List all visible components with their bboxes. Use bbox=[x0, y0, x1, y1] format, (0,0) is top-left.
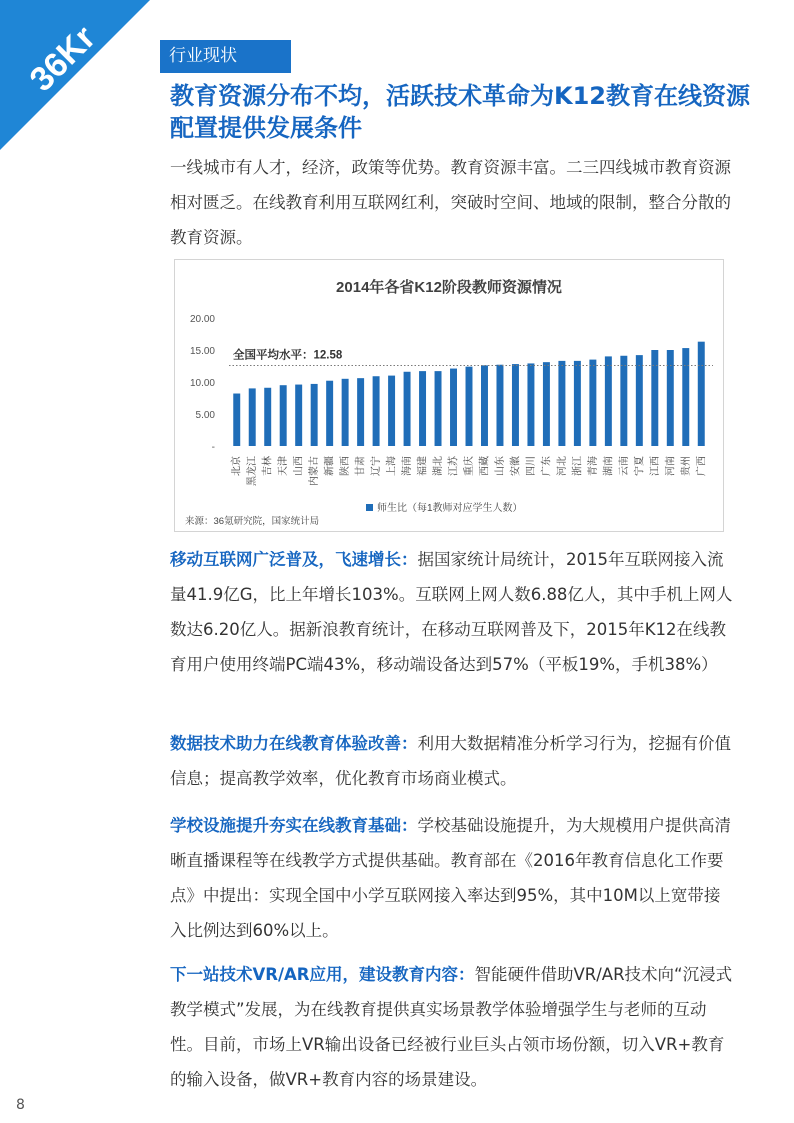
bar bbox=[574, 361, 581, 446]
x-tick-label: 黑龙江 bbox=[247, 456, 259, 486]
x-tick-label: 贵州 bbox=[680, 456, 692, 476]
bar bbox=[249, 388, 256, 446]
x-tick-label: 云南 bbox=[618, 456, 630, 476]
bar bbox=[527, 363, 534, 446]
x-tick-label: 广东 bbox=[541, 456, 553, 476]
bar bbox=[466, 367, 473, 446]
bar bbox=[295, 385, 302, 446]
bar bbox=[264, 388, 271, 446]
logo-text: 36Kr bbox=[22, 18, 103, 99]
bar bbox=[543, 362, 550, 446]
x-tick-label: 内蒙古 bbox=[309, 456, 321, 486]
y-tick-label: 15.00 bbox=[189, 346, 215, 357]
bar bbox=[419, 371, 426, 446]
paragraph-school-facilities bbox=[170, 808, 735, 948]
bar bbox=[280, 385, 287, 446]
bar bbox=[512, 364, 519, 446]
x-tick-label: 吉林 bbox=[262, 456, 274, 476]
x-tick-label: 山东 bbox=[494, 456, 506, 476]
x-tick-label: 湖北 bbox=[433, 456, 445, 476]
x-tick-label: 重庆 bbox=[464, 456, 475, 476]
bar bbox=[558, 361, 565, 446]
paragraph-body: 利用大数据精准分析学习行为，挖掘有价值信息；提高教学效率，优化教育市场商业模式。 bbox=[170, 734, 731, 788]
page-number: 8 bbox=[16, 1097, 25, 1113]
y-tick-label: 10.00 bbox=[189, 378, 215, 389]
paragraph-body: 学校基础设施提升，为大规模用户提供高清晰直播课程等在线教学方式提供基础。教育部在《2016年教育信息化工作要点》中提出：实现全国中小学互联网接入率达到95%，其中10M以上宽带接入比例达到60%以上。 bbox=[170, 816, 731, 940]
y-tick-label: - bbox=[211, 442, 215, 453]
bar bbox=[636, 355, 643, 446]
x-tick-label: 辽宁 bbox=[371, 456, 383, 476]
paragraph-mobile-internet bbox=[170, 542, 735, 682]
bar bbox=[589, 360, 596, 446]
bar bbox=[326, 381, 333, 446]
brand-corner bbox=[0, 0, 150, 150]
x-tick-label: 四川 bbox=[525, 456, 537, 476]
x-tick-label: 宁夏 bbox=[634, 456, 646, 476]
x-tick-label: 北京 bbox=[231, 456, 243, 476]
x-tick-label: 新疆 bbox=[324, 456, 336, 476]
average-label: 全国平均水平：12.58 bbox=[233, 349, 343, 362]
bar bbox=[373, 376, 380, 446]
x-tick-label: 湖南 bbox=[603, 456, 615, 476]
bar bbox=[388, 376, 395, 446]
chart-title: 2014年各省K12阶段教师资源情况 bbox=[336, 279, 562, 296]
x-tick-label: 广西 bbox=[696, 456, 708, 476]
x-axis-labels bbox=[230, 455, 708, 486]
x-tick-label: 江西 bbox=[649, 456, 661, 476]
paragraph-body: 智能硬件借助VR/AR技术向“沉浸式教学模式”发展，为在线教育提供真实场景教学体验增强学生与老师的互动性。目前，市场上VR输出设备已经被行业巨头占领市场份额，切入VR+教育的输入设备，做VR+教育内容的场景建设。 bbox=[170, 965, 733, 1089]
paragraph-lead: 下一站技术VR/AR应用，建设教育内容： bbox=[170, 965, 475, 984]
chart-svg bbox=[175, 260, 723, 531]
bar bbox=[311, 384, 318, 446]
y-tick-label: 5.00 bbox=[195, 410, 215, 421]
x-tick-label: 上海 bbox=[386, 456, 398, 476]
paragraph-body: 据国家统计局统计，2015年互联网接入流量41.9亿G，比上年增长103%。互联网上网人数6.88亿人，其中手机上网人数达6.20亿人。据新浪教育统计，在移动互联网普及下，2015年K12在线教育用户使用终端PC端43%，移动端设备达到57%（平板19%，手机38%） bbox=[170, 550, 733, 674]
x-tick-label: 江苏 bbox=[448, 456, 460, 476]
x-tick-label: 天津 bbox=[278, 456, 290, 476]
bar bbox=[435, 371, 442, 446]
legend-label: 师生比（每1教师对应学生人数） bbox=[377, 503, 523, 514]
bar bbox=[620, 356, 627, 446]
x-tick-label: 安徽 bbox=[510, 456, 522, 476]
x-tick-label: 河南 bbox=[665, 455, 677, 476]
x-tick-label: 福建 bbox=[417, 456, 429, 476]
x-tick-label: 西藏 bbox=[479, 456, 491, 476]
paragraph-vr-ar bbox=[170, 957, 735, 1097]
teacher-ratio-chart bbox=[174, 259, 724, 532]
bar bbox=[481, 365, 488, 446]
bar bbox=[667, 350, 674, 446]
bar bbox=[698, 342, 705, 446]
x-tick-label: 河北 bbox=[556, 456, 568, 476]
bar bbox=[450, 369, 457, 446]
x-tick-label: 海南 bbox=[402, 456, 414, 476]
section-tag: 行业现状 bbox=[160, 40, 291, 73]
bar bbox=[357, 378, 364, 446]
bar bbox=[233, 394, 240, 446]
paragraph-data-tech bbox=[170, 726, 735, 796]
x-tick-label: 山西 bbox=[293, 456, 305, 476]
y-axis-ticks bbox=[190, 314, 215, 453]
paragraph-lead: 移动互联网广泛普及，飞速增长： bbox=[170, 550, 418, 569]
bar bbox=[651, 350, 658, 446]
bar bbox=[605, 356, 612, 446]
y-tick-label: 20.00 bbox=[189, 314, 215, 325]
legend-swatch bbox=[366, 504, 373, 511]
x-tick-label: 甘肃 bbox=[355, 456, 367, 476]
bar bbox=[404, 372, 411, 446]
paragraph-lead: 数据技术助力在线教育体验改善： bbox=[170, 734, 418, 753]
paragraph-lead: 学校设施提升夯实在线教育基础： bbox=[170, 816, 418, 835]
page-title: 教育资源分布不均，活跃技术革命为K12教育在线资源配置提供发展条件 bbox=[170, 82, 750, 142]
bar bbox=[342, 379, 349, 446]
x-tick-label: 青海 bbox=[587, 456, 599, 476]
x-tick-label: 陕西 bbox=[340, 456, 352, 476]
bar bbox=[496, 365, 503, 446]
intro-paragraph: 一线城市有人才，经济，政策等优势。教育资源丰富。二三四线城市教育资源相对匮乏。在线教育利用互联网红利，突破时空间、地域的限制，整合分散的教育资源。 bbox=[170, 158, 731, 247]
x-tick-label: 浙江 bbox=[572, 456, 584, 476]
chart-source: 来源：36氪研究院，国家统计局 bbox=[185, 516, 320, 527]
bar bbox=[682, 348, 689, 446]
